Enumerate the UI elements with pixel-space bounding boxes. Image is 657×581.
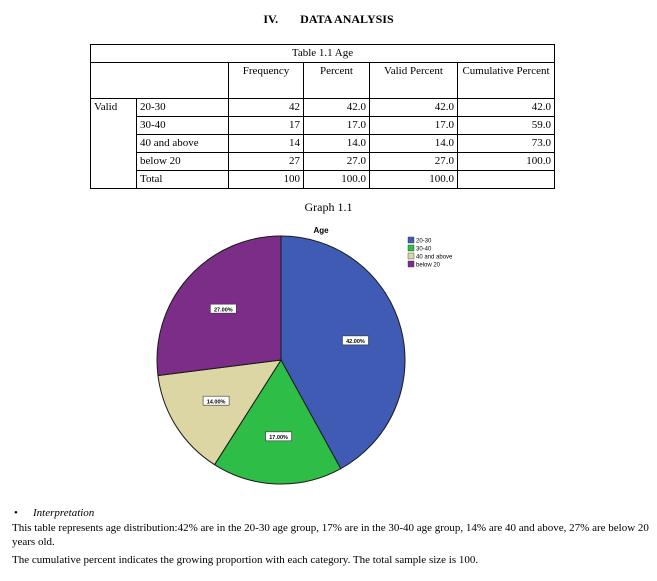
cell-valid-percent: 100.0: [370, 171, 458, 189]
cell-frequency: 42: [229, 99, 304, 117]
legend-label-40-and-above: 40 and above: [416, 254, 453, 261]
cell-frequency: 14: [229, 135, 304, 153]
legend-swatch-40-and-above: [408, 253, 414, 259]
cell-percent: 14.0: [304, 135, 370, 153]
cell-frequency: 17: [229, 117, 304, 135]
graph-caption: Graph 1.1: [304, 200, 353, 214]
cell-percent: 100.0: [304, 171, 370, 189]
cell-cumulative: 73.0: [458, 135, 555, 153]
slice-label-text: 27.00%: [214, 307, 233, 314]
legend-swatch-20-30: [408, 237, 414, 243]
cell-frequency: 27: [229, 153, 304, 171]
cell-valid-percent: 17.0: [370, 117, 458, 135]
slice-data-label: [342, 336, 368, 345]
cell-cumulative: 42.0: [458, 99, 555, 117]
header-valid-percent: Valid Percent: [370, 63, 458, 99]
header-percent: Percent: [304, 63, 370, 99]
interpretation-title: Interpretation: [33, 507, 95, 519]
cell-valid-percent: 42.0: [370, 99, 458, 117]
slice-label-text: 42.00%: [346, 339, 365, 346]
slice-data-label: [266, 432, 292, 441]
cell-percent: 42.0: [304, 99, 370, 117]
cell-cumulative: 59.0: [458, 117, 555, 135]
header-frequency: Frequency: [229, 63, 304, 99]
cell-percent: 27.0: [304, 153, 370, 171]
cell-frequency: 100: [229, 171, 304, 189]
chart-title: Age: [313, 226, 329, 235]
cell-cumulative: 100.0: [458, 153, 555, 171]
row-label: 40 and above: [137, 135, 229, 153]
legend-label-below-20: below 20: [416, 262, 441, 269]
interpretation-paragraph-2: The cumulative percent indicates the growing proportion with each category. The total sample size is 100.: [12, 554, 479, 566]
slice-data-label: [210, 304, 236, 313]
section-title: DATA ANALYSIS: [300, 12, 394, 26]
row-label: Total: [137, 171, 229, 189]
legend-label-20-30: 20-30: [416, 238, 432, 245]
table-caption: Table 1.1 Age: [91, 45, 555, 63]
legend-swatch-30-40: [408, 245, 414, 251]
slice-data-label: [203, 396, 229, 405]
section-number: IV.: [263, 12, 279, 26]
slice-label-text: 14.00%: [206, 399, 226, 406]
cell-valid-percent: 27.0: [370, 153, 458, 171]
cell-valid-percent: 14.0: [370, 135, 458, 153]
legend-label-30-40: 30-40: [416, 246, 432, 253]
group-label-valid: Valid: [91, 99, 137, 189]
slice-label-text: 17.00%: [269, 435, 288, 442]
row-label: below 20: [137, 153, 229, 171]
interpretation-paragraph-1: This table represents age distribution:42% are in the 20-30 age group, 17% are in the 30-40 age group, 14% are 40 and above, 27% are below 20 years old.: [12, 522, 649, 548]
row-label: 20-30: [137, 99, 229, 117]
header-cumulative-percent: Cumulative Percent: [458, 63, 555, 99]
legend-swatch-below-20: [408, 261, 414, 267]
cell-percent: 17.0: [304, 117, 370, 135]
row-label: 30-40: [137, 117, 229, 135]
bullet-icon: •: [14, 507, 18, 519]
